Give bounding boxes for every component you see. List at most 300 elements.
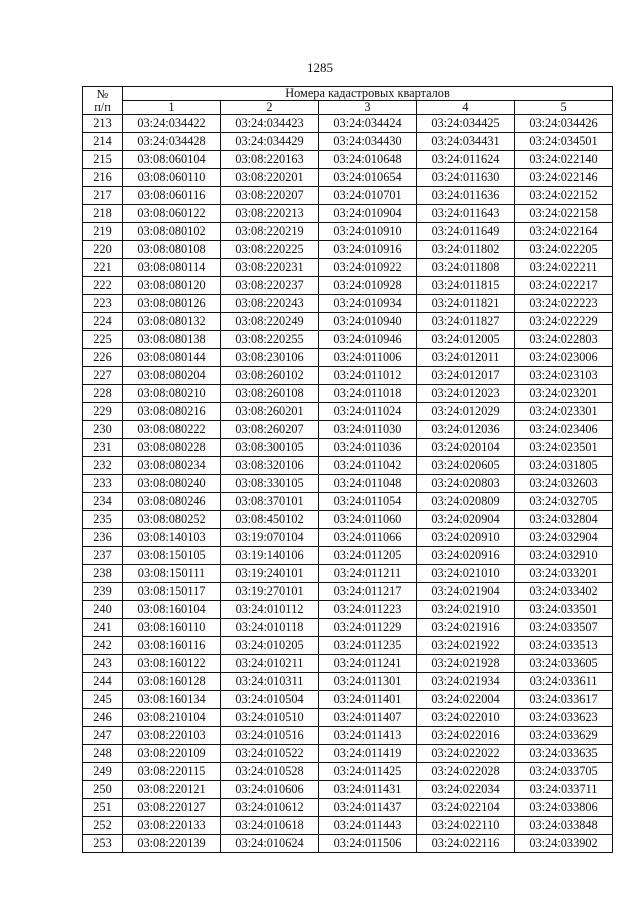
cadastral-number-cell: 03:08:230106 <box>221 349 319 367</box>
cadastral-number-cell: 03:24:032705 <box>515 493 613 511</box>
cadastral-number-cell: 03:24:033501 <box>515 601 613 619</box>
cadastral-number-cell: 03:24:012023 <box>417 385 515 403</box>
cadastral-number-cell: 03:24:010904 <box>319 205 417 223</box>
cadastral-number-cell: 03:08:220127 <box>123 799 221 817</box>
cadastral-number-cell: 03:08:220231 <box>221 259 319 277</box>
cadastral-number-cell: 03:08:260207 <box>221 421 319 439</box>
cadastral-number-cell: 03:24:012036 <box>417 421 515 439</box>
cadastral-number-cell: 03:24:023006 <box>515 349 613 367</box>
table-body <box>83 115 613 853</box>
cadastral-number-cell: 03:24:034429 <box>221 133 319 151</box>
cadastral-number-cell: 03:08:080132 <box>123 313 221 331</box>
cadastral-number-cell: 03:24:010612 <box>221 799 319 817</box>
row-number-cell: 250 <box>83 781 123 799</box>
cadastral-number-cell: 03:24:034426 <box>515 115 613 133</box>
row-number-cell: 237 <box>83 547 123 565</box>
cadastral-number-cell: 03:24:022229 <box>515 313 613 331</box>
cadastral-number-cell: 03:08:140103 <box>123 529 221 547</box>
table-row <box>83 169 613 187</box>
cadastral-number-cell: 03:24:023103 <box>515 367 613 385</box>
cadastral-number-cell: 03:24:012029 <box>417 403 515 421</box>
cadastral-number-cell: 03:24:010910 <box>319 223 417 241</box>
cadastral-number-cell: 03:08:150111 <box>123 565 221 583</box>
cadastral-number-cell: 03:24:011624 <box>417 151 515 169</box>
cadastral-number-cell: 03:24:020910 <box>417 529 515 547</box>
cadastral-number-cell: 03:24:032804 <box>515 511 613 529</box>
row-number-cell: 232 <box>83 457 123 475</box>
cadastral-number-cell: 03:08:260201 <box>221 403 319 421</box>
cadastral-number-cell: 03:24:011036 <box>319 439 417 457</box>
cadastral-number-cell: 03:24:032603 <box>515 475 613 493</box>
cadastral-number-cell: 03:24:010606 <box>221 781 319 799</box>
cadastral-number-cell: 03:24:021934 <box>417 673 515 691</box>
header-number-sign: № <box>96 87 109 102</box>
cadastral-number-cell: 03:24:010940 <box>319 313 417 331</box>
cadastral-number-cell: 03:08:330105 <box>221 475 319 493</box>
row-number-cell: 242 <box>83 637 123 655</box>
cadastral-number-cell: 03:08:080126 <box>123 295 221 313</box>
cadastral-number-cell: 03:24:011211 <box>319 565 417 583</box>
cadastral-table <box>82 86 613 853</box>
table-row <box>83 349 613 367</box>
table-row <box>83 583 613 601</box>
cadastral-number-cell: 03:24:011815 <box>417 277 515 295</box>
row-number-cell: 239 <box>83 583 123 601</box>
cadastral-number-cell: 03:24:022104 <box>417 799 515 817</box>
table-row <box>83 763 613 781</box>
cadastral-number-cell: 03:24:011425 <box>319 763 417 781</box>
cadastral-number-cell: 03:24:022004 <box>417 691 515 709</box>
cadastral-number-cell: 03:24:022146 <box>515 169 613 187</box>
cadastral-number-cell: 03:24:011431 <box>319 781 417 799</box>
table-row <box>83 709 613 727</box>
cadastral-number-cell: 03:24:011649 <box>417 223 515 241</box>
cadastral-number-cell: 03:08:220225 <box>221 241 319 259</box>
cadastral-number-cell: 03:24:011048 <box>319 475 417 493</box>
row-number-cell: 226 <box>83 349 123 367</box>
cadastral-number-cell: 03:24:011018 <box>319 385 417 403</box>
cadastral-number-cell: 03:24:033402 <box>515 583 613 601</box>
cadastral-number-cell: 03:08:080228 <box>123 439 221 457</box>
cadastral-number-cell: 03:24:022803 <box>515 331 613 349</box>
row-number-cell: 246 <box>83 709 123 727</box>
table-row <box>83 133 613 151</box>
row-number-cell: 215 <box>83 151 123 169</box>
cadastral-number-cell: 03:08:300105 <box>221 439 319 457</box>
cadastral-number-cell: 03:24:011060 <box>319 511 417 529</box>
cadastral-number-cell: 03:24:010654 <box>319 169 417 187</box>
cadastral-number-cell: 03:08:220255 <box>221 331 319 349</box>
cadastral-number-cell: 03:08:220109 <box>123 745 221 763</box>
cadastral-number-cell: 03:08:160116 <box>123 637 221 655</box>
row-number-cell: 253 <box>83 835 123 853</box>
cadastral-number-cell: 03:08:080144 <box>123 349 221 367</box>
row-number-cell: 227 <box>83 367 123 385</box>
table-row <box>83 295 613 313</box>
table-row <box>83 745 613 763</box>
cadastral-number-cell: 03:08:220243 <box>221 295 319 313</box>
header-group-title: Номера кадастровых кварталов <box>123 87 613 101</box>
cadastral-number-cell: 03:24:034428 <box>123 133 221 151</box>
header-row-number <box>83 87 123 115</box>
table-row <box>83 151 613 169</box>
cadastral-number-cell: 03:24:010311 <box>221 673 319 691</box>
cadastral-number-cell: 03:24:010528 <box>221 763 319 781</box>
table-row <box>83 403 613 421</box>
cadastral-number-cell: 03:08:080108 <box>123 241 221 259</box>
cadastral-number-cell: 03:24:010516 <box>221 727 319 745</box>
cadastral-number-cell: 03:24:010916 <box>319 241 417 259</box>
cadastral-number-cell: 03:24:011821 <box>417 295 515 313</box>
cadastral-number-cell: 03:08:080222 <box>123 421 221 439</box>
cadastral-number-cell: 03:08:160134 <box>123 691 221 709</box>
cadastral-number-cell: 03:08:260108 <box>221 385 319 403</box>
row-number-cell: 213 <box>83 115 123 133</box>
cadastral-number-cell: 03:24:010211 <box>221 655 319 673</box>
cadastral-number-cell: 03:24:032904 <box>515 529 613 547</box>
header-column-4: 4 <box>417 101 515 115</box>
cadastral-number-cell: 03:24:034422 <box>123 115 221 133</box>
cadastral-number-cell: 03:24:010618 <box>221 817 319 835</box>
cadastral-number-cell: 03:24:010922 <box>319 259 417 277</box>
table-row <box>83 637 613 655</box>
cadastral-number-cell: 03:24:011827 <box>417 313 515 331</box>
cadastral-number-cell: 03:24:034431 <box>417 133 515 151</box>
cadastral-number-cell: 03:24:022010 <box>417 709 515 727</box>
header-column-1: 1 <box>123 101 221 115</box>
table-row <box>83 529 613 547</box>
cadastral-number-cell: 03:24:022164 <box>515 223 613 241</box>
row-number-cell: 247 <box>83 727 123 745</box>
cadastral-number-cell: 03:24:011235 <box>319 637 417 655</box>
cadastral-number-cell: 03:08:160128 <box>123 673 221 691</box>
row-number-cell: 248 <box>83 745 123 763</box>
cadastral-number-cell: 03:08:060116 <box>123 187 221 205</box>
cadastral-number-cell: 03:19:270101 <box>221 583 319 601</box>
cadastral-number-cell: 03:08:220139 <box>123 835 221 853</box>
cadastral-number-cell: 03:24:010504 <box>221 691 319 709</box>
cadastral-number-cell: 03:24:033617 <box>515 691 613 709</box>
header-column-2: 2 <box>221 101 319 115</box>
row-number-cell: 219 <box>83 223 123 241</box>
table-row <box>83 835 613 853</box>
row-number-cell: 230 <box>83 421 123 439</box>
cadastral-number-cell: 03:24:033848 <box>515 817 613 835</box>
cadastral-number-cell: 03:08:080246 <box>123 493 221 511</box>
cadastral-number-cell: 03:08:080216 <box>123 403 221 421</box>
cadastral-number-cell: 03:24:011006 <box>319 349 417 367</box>
cadastral-number-cell: 03:08:260102 <box>221 367 319 385</box>
table-row <box>83 619 613 637</box>
cadastral-number-cell: 03:24:011808 <box>417 259 515 277</box>
cadastral-number-cell: 03:08:060122 <box>123 205 221 223</box>
cadastral-number-cell: 03:24:033513 <box>515 637 613 655</box>
cadastral-number-cell: 03:08:080102 <box>123 223 221 241</box>
table-row <box>83 727 613 745</box>
cadastral-number-cell: 03:24:020104 <box>417 439 515 457</box>
table-row <box>83 601 613 619</box>
cadastral-number-cell: 03:24:023201 <box>515 385 613 403</box>
cadastral-number-cell: 03:24:011024 <box>319 403 417 421</box>
cadastral-number-cell: 03:24:033635 <box>515 745 613 763</box>
header-number-abbrev: п/п <box>94 99 111 114</box>
row-number-cell: 217 <box>83 187 123 205</box>
cadastral-number-cell: 03:24:011223 <box>319 601 417 619</box>
cadastral-number-cell: 03:24:022034 <box>417 781 515 799</box>
table-row <box>83 493 613 511</box>
table-row <box>83 223 613 241</box>
cadastral-number-cell: 03:24:022205 <box>515 241 613 259</box>
cadastral-number-cell: 03:24:033902 <box>515 835 613 853</box>
cadastral-number-cell: 03:24:011030 <box>319 421 417 439</box>
cadastral-number-cell: 03:24:011066 <box>319 529 417 547</box>
row-number-cell: 228 <box>83 385 123 403</box>
table-row <box>83 547 613 565</box>
cadastral-number-cell: 03:24:033507 <box>515 619 613 637</box>
cadastral-number-cell: 03:08:370101 <box>221 493 319 511</box>
cadastral-number-cell: 03:24:033629 <box>515 727 613 745</box>
cadastral-number-cell: 03:19:140106 <box>221 547 319 565</box>
cadastral-number-cell: 03:08:220121 <box>123 781 221 799</box>
cadastral-number-cell: 03:24:011012 <box>319 367 417 385</box>
row-number-cell: 223 <box>83 295 123 313</box>
cadastral-number-cell: 03:24:011413 <box>319 727 417 745</box>
row-number-cell: 221 <box>83 259 123 277</box>
cadastral-number-cell: 03:24:012017 <box>417 367 515 385</box>
cadastral-number-cell: 03:24:031805 <box>515 457 613 475</box>
cadastral-number-cell: 03:08:220237 <box>221 277 319 295</box>
cadastral-number-cell: 03:24:010701 <box>319 187 417 205</box>
cadastral-number-cell: 03:24:034501 <box>515 133 613 151</box>
cadastral-number-cell: 03:24:021922 <box>417 637 515 655</box>
cadastral-number-cell: 03:24:033711 <box>515 781 613 799</box>
table-row <box>83 799 613 817</box>
cadastral-number-cell: 03:24:011419 <box>319 745 417 763</box>
cadastral-number-cell: 03:24:010648 <box>319 151 417 169</box>
cadastral-number-cell: 03:24:011506 <box>319 835 417 853</box>
row-number-cell: 225 <box>83 331 123 349</box>
table-row <box>83 187 613 205</box>
cadastral-number-cell: 03:08:080204 <box>123 367 221 385</box>
header-column-5: 5 <box>515 101 613 115</box>
row-number-cell: 249 <box>83 763 123 781</box>
cadastral-number-cell: 03:24:010522 <box>221 745 319 763</box>
row-number-cell: 214 <box>83 133 123 151</box>
cadastral-number-cell: 03:08:450102 <box>221 511 319 529</box>
cadastral-number-cell: 03:24:022110 <box>417 817 515 835</box>
cadastral-number-cell: 03:08:160122 <box>123 655 221 673</box>
cadastral-number-cell: 03:24:022116 <box>417 835 515 853</box>
cadastral-number-cell: 03:24:011229 <box>319 619 417 637</box>
cadastral-number-cell: 03:08:150117 <box>123 583 221 601</box>
cadastral-number-cell: 03:08:220103 <box>123 727 221 745</box>
cadastral-number-cell: 03:24:021910 <box>417 601 515 619</box>
cadastral-number-cell: 03:24:022152 <box>515 187 613 205</box>
cadastral-number-cell: 03:24:022016 <box>417 727 515 745</box>
cadastral-number-cell: 03:24:010205 <box>221 637 319 655</box>
cadastral-number-cell: 03:24:022140 <box>515 151 613 169</box>
cadastral-number-cell: 03:24:011301 <box>319 673 417 691</box>
row-number-cell: 236 <box>83 529 123 547</box>
cadastral-number-cell: 03:08:080210 <box>123 385 221 403</box>
row-number-cell: 229 <box>83 403 123 421</box>
cadastral-number-cell: 03:08:080252 <box>123 511 221 529</box>
row-number-cell: 216 <box>83 169 123 187</box>
cadastral-number-cell: 03:24:011630 <box>417 169 515 187</box>
cadastral-number-cell: 03:19:240101 <box>221 565 319 583</box>
cadastral-number-cell: 03:08:220213 <box>221 205 319 223</box>
cadastral-number-cell: 03:24:033623 <box>515 709 613 727</box>
row-number-cell: 233 <box>83 475 123 493</box>
cadastral-number-cell: 03:24:022158 <box>515 205 613 223</box>
table-row <box>83 241 613 259</box>
cadastral-number-cell: 03:24:033806 <box>515 799 613 817</box>
cadastral-number-cell: 03:24:022028 <box>417 763 515 781</box>
table-row <box>83 259 613 277</box>
cadastral-number-cell: 03:24:020916 <box>417 547 515 565</box>
cadastral-number-cell: 03:24:011042 <box>319 457 417 475</box>
cadastral-number-cell: 03:24:011241 <box>319 655 417 673</box>
cadastral-number-cell: 03:24:011401 <box>319 691 417 709</box>
row-number-cell: 243 <box>83 655 123 673</box>
table-row <box>83 385 613 403</box>
cadastral-number-cell: 03:24:033201 <box>515 565 613 583</box>
cadastral-number-cell: 03:24:032910 <box>515 547 613 565</box>
cadastral-number-cell: 03:24:011217 <box>319 583 417 601</box>
table-row <box>83 367 613 385</box>
cadastral-number-cell: 03:24:011643 <box>417 205 515 223</box>
table-row <box>83 565 613 583</box>
row-number-cell: 218 <box>83 205 123 223</box>
cadastral-number-cell: 03:24:023301 <box>515 403 613 421</box>
cadastral-number-cell: 03:08:080234 <box>123 457 221 475</box>
table-row <box>83 691 613 709</box>
cadastral-number-cell: 03:24:010934 <box>319 295 417 313</box>
row-number-cell: 245 <box>83 691 123 709</box>
cadastral-number-cell: 03:08:220163 <box>221 151 319 169</box>
cadastral-number-cell: 03:08:210104 <box>123 709 221 727</box>
cadastral-number-cell: 03:24:012011 <box>417 349 515 367</box>
cadastral-number-cell: 03:24:010624 <box>221 835 319 853</box>
cadastral-number-cell: 03:24:021010 <box>417 565 515 583</box>
table-row <box>83 331 613 349</box>
row-number-cell: 240 <box>83 601 123 619</box>
cadastral-number-cell: 03:24:010118 <box>221 619 319 637</box>
table-row <box>83 439 613 457</box>
row-number-cell: 231 <box>83 439 123 457</box>
cadastral-number-cell: 03:24:034423 <box>221 115 319 133</box>
cadastral-number-cell: 03:24:022022 <box>417 745 515 763</box>
table-row <box>83 511 613 529</box>
cadastral-number-cell: 03:24:010510 <box>221 709 319 727</box>
table-row <box>83 313 613 331</box>
row-number-cell: 252 <box>83 817 123 835</box>
cadastral-number-cell: 03:24:033705 <box>515 763 613 781</box>
row-number-cell: 224 <box>83 313 123 331</box>
cadastral-number-cell: 03:19:070104 <box>221 529 319 547</box>
cadastral-number-cell: 03:24:021928 <box>417 655 515 673</box>
cadastral-number-cell: 03:08:060104 <box>123 151 221 169</box>
cadastral-number-cell: 03:24:011054 <box>319 493 417 511</box>
cadastral-number-cell: 03:08:150105 <box>123 547 221 565</box>
table-header <box>83 87 613 115</box>
row-number-cell: 235 <box>83 511 123 529</box>
table-row <box>83 115 613 133</box>
cadastral-number-cell: 03:24:020904 <box>417 511 515 529</box>
row-number-cell: 244 <box>83 673 123 691</box>
row-number-cell: 251 <box>83 799 123 817</box>
cadastral-number-cell: 03:24:022223 <box>515 295 613 313</box>
cadastral-number-cell: 03:08:220115 <box>123 763 221 781</box>
row-number-cell: 238 <box>83 565 123 583</box>
cadastral-number-cell: 03:08:060110 <box>123 169 221 187</box>
cadastral-number-cell: 03:08:160104 <box>123 601 221 619</box>
table-row <box>83 205 613 223</box>
cadastral-number-cell: 03:24:020809 <box>417 493 515 511</box>
cadastral-number-cell: 03:24:034424 <box>319 115 417 133</box>
cadastral-number-cell: 03:24:021904 <box>417 583 515 601</box>
table-row <box>83 475 613 493</box>
cadastral-number-cell: 03:24:033605 <box>515 655 613 673</box>
cadastral-number-cell: 03:24:023406 <box>515 421 613 439</box>
cadastral-number-cell: 03:24:020605 <box>417 457 515 475</box>
table-row <box>83 817 613 835</box>
row-number-cell: 220 <box>83 241 123 259</box>
cadastral-number-cell: 03:24:034430 <box>319 133 417 151</box>
cadastral-number-cell: 03:08:220207 <box>221 187 319 205</box>
table-row <box>83 277 613 295</box>
cadastral-number-cell: 03:08:220201 <box>221 169 319 187</box>
cadastral-number-cell: 03:24:011437 <box>319 799 417 817</box>
table-row <box>83 457 613 475</box>
cadastral-number-cell: 03:24:011636 <box>417 187 515 205</box>
header-column-3: 3 <box>319 101 417 115</box>
row-number-cell: 241 <box>83 619 123 637</box>
cadastral-number-cell: 03:08:080114 <box>123 259 221 277</box>
cadastral-number-cell: 03:24:010928 <box>319 277 417 295</box>
table-row <box>83 655 613 673</box>
cadastral-number-cell: 03:24:011443 <box>319 817 417 835</box>
cadastral-number-cell: 03:08:080120 <box>123 277 221 295</box>
row-number-cell: 234 <box>83 493 123 511</box>
cadastral-number-cell: 03:24:033611 <box>515 673 613 691</box>
cadastral-number-cell: 03:24:022217 <box>515 277 613 295</box>
table-row <box>83 421 613 439</box>
cadastral-number-cell: 03:24:012005 <box>417 331 515 349</box>
cadastral-number-cell: 03:24:034425 <box>417 115 515 133</box>
cadastral-number-cell: 03:24:023501 <box>515 439 613 457</box>
cadastral-number-cell: 03:24:011407 <box>319 709 417 727</box>
row-number-cell: 222 <box>83 277 123 295</box>
cadastral-number-cell: 03:24:010946 <box>319 331 417 349</box>
cadastral-number-cell: 03:08:220249 <box>221 313 319 331</box>
cadastral-number-cell: 03:08:220133 <box>123 817 221 835</box>
cadastral-number-cell: 03:08:080240 <box>123 475 221 493</box>
cadastral-number-cell: 03:08:080138 <box>123 331 221 349</box>
cadastral-number-cell: 03:08:320106 <box>221 457 319 475</box>
cadastral-number-cell: 03:24:021916 <box>417 619 515 637</box>
cadastral-number-cell: 03:08:220219 <box>221 223 319 241</box>
cadastral-number-cell: 03:24:022211 <box>515 259 613 277</box>
table-row <box>83 781 613 799</box>
cadastral-number-cell: 03:24:011205 <box>319 547 417 565</box>
cadastral-number-cell: 03:24:020803 <box>417 475 515 493</box>
cadastral-number-cell: 03:24:010112 <box>221 601 319 619</box>
cadastral-number-cell: 03:08:160110 <box>123 619 221 637</box>
cadastral-number-cell: 03:24:011802 <box>417 241 515 259</box>
table-row <box>83 673 613 691</box>
page-number: 1285 <box>307 60 333 75</box>
